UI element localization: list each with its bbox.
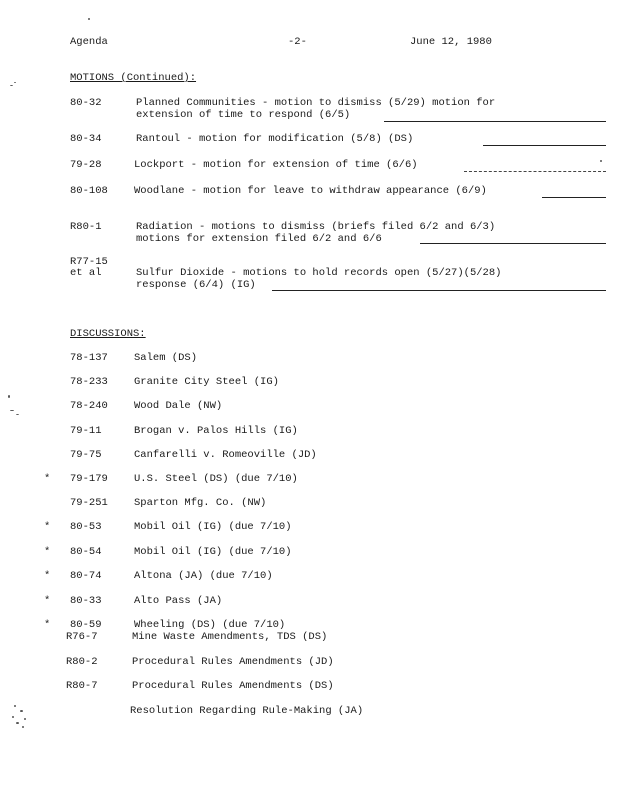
discussion-star: * bbox=[44, 521, 51, 533]
discussion-text: Wood Dale (NW) bbox=[134, 400, 223, 412]
discussion-star: * bbox=[44, 546, 51, 558]
discussion-star: * bbox=[44, 570, 51, 582]
scan-speck bbox=[22, 726, 24, 728]
motion-text: Planned Communities - motion to dismiss (5/29) motion for bbox=[136, 97, 496, 109]
discussions-heading: DISCUSSIONS: bbox=[70, 328, 146, 340]
discussion-text: Canfarelli v. Romeoville (JD) bbox=[134, 449, 317, 461]
motion-text-continued: response (6/4) (IG) bbox=[136, 279, 256, 291]
motion-text: Rantoul - motion for modification (5/8) (DS) bbox=[136, 133, 414, 145]
scan-speck bbox=[10, 85, 13, 86]
discussion-number: 78-137 bbox=[70, 352, 108, 364]
discussion-number: 79-251 bbox=[70, 497, 108, 509]
discussion-number: R80-7 bbox=[66, 680, 98, 692]
discussion-number: 80-59 bbox=[70, 619, 102, 631]
motion-number: 80-34 bbox=[70, 133, 102, 145]
discussion-text: Brogan v. Palos Hills (IG) bbox=[134, 425, 298, 437]
discussion-text: Altona (JA) (due 7/10) bbox=[134, 570, 273, 582]
signature-line bbox=[272, 290, 606, 291]
discussion-number: 79-11 bbox=[70, 425, 102, 437]
motion-text: Lockport - motion for extension of time (6/6) bbox=[134, 159, 418, 171]
document-date: June 12, 1980 bbox=[410, 36, 492, 48]
discussion-text: Wheeling (DS) (due 7/10) bbox=[134, 619, 286, 631]
scan-speck bbox=[12, 716, 14, 718]
discussion-text: Sparton Mfg. Co. (NW) bbox=[134, 497, 267, 509]
motion-number: 79-28 bbox=[70, 159, 102, 171]
signature-line bbox=[464, 171, 606, 172]
scan-speck bbox=[24, 718, 26, 720]
discussion-star: * bbox=[44, 473, 51, 485]
motion-text: Woodlane - motion for leave to withdraw appearance (6/9) bbox=[134, 185, 487, 197]
motion-number-suffix: et al bbox=[70, 267, 102, 279]
motion-text: Radiation - motions to dismiss (briefs filed 6/2 and 6/3) bbox=[136, 221, 496, 233]
scan-speck bbox=[16, 722, 19, 724]
discussion-text: Granite City Steel (IG) bbox=[134, 376, 279, 388]
signature-line bbox=[384, 121, 606, 122]
page-number: -2- bbox=[288, 36, 307, 48]
discussion-number: R76-7 bbox=[66, 631, 98, 643]
discussion-text: Procedural Rules Amendments (JD) bbox=[132, 656, 334, 668]
discussion-text: Mine Waste Amendments, TDS (DS) bbox=[132, 631, 328, 643]
scan-speck bbox=[88, 18, 90, 20]
scan-speck bbox=[8, 395, 10, 398]
scan-speck bbox=[14, 82, 16, 83]
motion-number: 80-32 bbox=[70, 97, 102, 109]
signature-line bbox=[483, 145, 606, 146]
motion-text: Sulfur Dioxide - motions to hold records open (5/27)(5/28) bbox=[136, 267, 502, 279]
discussion-number: R80-2 bbox=[66, 656, 98, 668]
scan-speck bbox=[16, 414, 19, 415]
discussion-number: 80-33 bbox=[70, 595, 102, 607]
discussion-number: 80-54 bbox=[70, 546, 102, 558]
discussion-number: 80-53 bbox=[70, 521, 102, 533]
signature-line bbox=[420, 243, 606, 244]
motion-number: R77-15 bbox=[70, 256, 108, 268]
discussion-number: 78-233 bbox=[70, 376, 108, 388]
motion-number: 80-108 bbox=[70, 185, 108, 197]
motion-text-continued: motions for extension filed 6/2 and 6/6 bbox=[136, 233, 382, 245]
motion-text-continued: extension of time to respond (6/5) bbox=[136, 109, 351, 121]
motion-number: R80-1 bbox=[70, 221, 102, 233]
discussion-number: 78-240 bbox=[70, 400, 108, 412]
discussion-text: Alto Pass (JA) bbox=[134, 595, 223, 607]
discussion-star: * bbox=[44, 595, 51, 607]
motions-heading: MOTIONS (Continued): bbox=[70, 72, 197, 84]
discussion-text: Salem (DS) bbox=[134, 352, 198, 364]
header-agenda: Agenda bbox=[70, 36, 108, 48]
discussion-number: 79-75 bbox=[70, 449, 102, 461]
discussion-number: 80-74 bbox=[70, 570, 102, 582]
discussion-text: Mobil Oil (IG) (due 7/10) bbox=[134, 546, 292, 558]
scan-speck bbox=[20, 710, 23, 712]
discussion-number: 79-179 bbox=[70, 473, 108, 485]
scan-speck bbox=[10, 410, 14, 411]
discussion-star: * bbox=[44, 619, 51, 631]
discussion-text: Resolution Regarding Rule-Making (JA) bbox=[130, 705, 364, 717]
discussion-text: Mobil Oil (IG) (due 7/10) bbox=[134, 521, 292, 533]
signature-line bbox=[542, 197, 606, 198]
discussion-text: Procedural Rules Amendments (DS) bbox=[132, 680, 334, 692]
scan-speck bbox=[14, 705, 16, 707]
discussion-text: U.S. Steel (DS) (due 7/10) bbox=[134, 473, 298, 485]
scan-speck bbox=[600, 160, 602, 162]
